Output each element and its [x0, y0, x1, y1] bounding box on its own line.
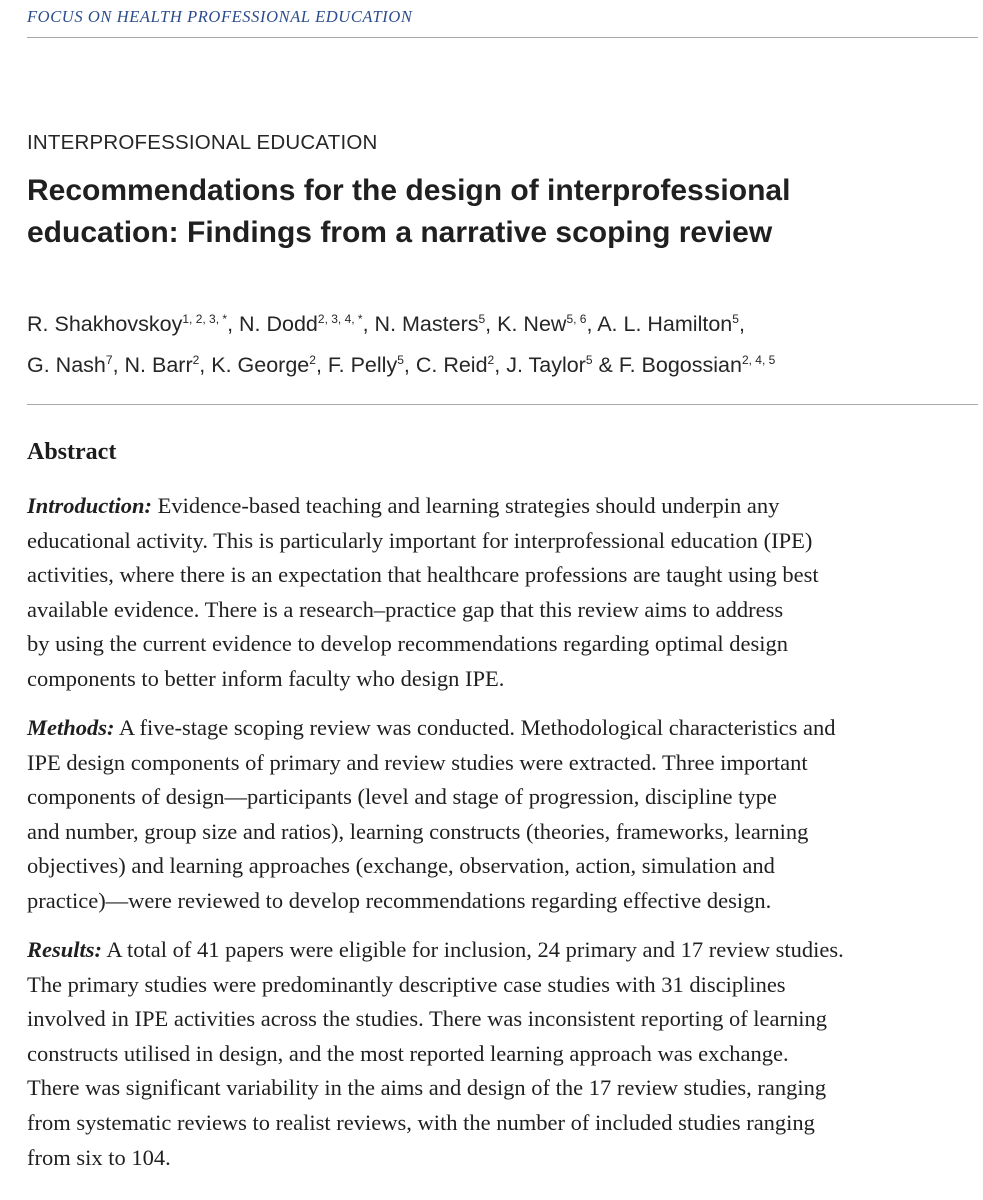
author-separator: , — [494, 353, 507, 377]
author — [375, 312, 486, 336]
author — [27, 312, 227, 336]
abstract-introduction — [27, 489, 977, 697]
abstract-line — [27, 711, 977, 746]
abstract-line: by using the current evidence to develop recommendations regarding optimal design — [27, 631, 789, 657]
author-affiliations: 5 — [397, 353, 404, 367]
abstract-line: involved in IPE activities across the studies. There was inconsistent reporting of learning — [27, 1006, 828, 1032]
abstract-line: components of design—participants (level and stage of progression, discipline type — [27, 784, 777, 810]
abstract-line — [27, 933, 977, 968]
line-text: Evidence-based teaching and learning strategies should underpin any — [152, 493, 780, 518]
author — [328, 353, 404, 377]
abstract-line: from six to 104. — [27, 1144, 171, 1170]
author — [597, 312, 739, 336]
author-name: A. L. Hamilton — [597, 312, 733, 336]
author-affiliations: 5 — [732, 312, 739, 326]
author-affiliations: 1, 2, 3, * — [182, 312, 228, 326]
author-separator: , — [738, 312, 745, 336]
author-name: N. Barr — [124, 353, 193, 377]
author-affiliations: 2, 4, 5 — [741, 353, 776, 367]
abstract-line: IPE design components of primary and review studies were extracted. Three important — [27, 749, 808, 775]
author — [211, 353, 316, 377]
author-name: K. George — [211, 353, 310, 377]
line-text: A total of 41 papers were eligible for inclusion, 24 primary and 17 review studies. — [102, 937, 844, 962]
author-name: R. Shakhovskoy — [27, 312, 183, 336]
abstract-results — [27, 933, 977, 1175]
abstract-line: There was significant variability in the aims and design of the 17 review studies, ranging — [27, 1075, 827, 1101]
abstract-line: The primary studies were predominantly descriptive case studies with 31 disciplines — [27, 971, 786, 997]
author-affiliations: 5 — [585, 353, 593, 367]
results-label: Results: — [27, 937, 103, 962]
author-separator: , — [227, 312, 240, 336]
author — [506, 353, 592, 377]
article-title — [27, 170, 967, 254]
author-affiliations: 5, 6 — [566, 312, 587, 326]
header-divider — [27, 37, 978, 38]
author-affiliations: 2 — [309, 353, 316, 367]
author-separator: , — [485, 312, 498, 336]
author-separator: , — [586, 312, 598, 336]
abstract-line — [27, 489, 977, 524]
abstract-line: constructs utilised in design, and the most reported learning approach was exchange. — [27, 1040, 789, 1066]
author-affiliations: 2, 3, 4, * — [317, 312, 363, 326]
author — [125, 353, 200, 377]
author — [619, 353, 775, 377]
author-separator: & — [592, 353, 619, 377]
author-separator: , — [315, 353, 328, 377]
author-name: K. New — [497, 312, 567, 336]
author-name: C. Reid — [415, 353, 488, 377]
abstract-line: components to better inform faculty who design IPE. — [27, 665, 505, 691]
abstract-methods — [27, 711, 977, 919]
author — [416, 353, 494, 377]
title-line: education: Findings from a narrative scoping review — [27, 216, 773, 249]
author-name: G. Nash — [27, 353, 106, 377]
author-separator: , — [362, 312, 375, 336]
author-name: N. Dodd — [239, 312, 318, 336]
author-affiliations: 5 — [478, 312, 486, 326]
author — [497, 312, 586, 336]
author-name: F. Pelly — [327, 353, 398, 377]
abstract-heading: Abstract — [27, 439, 117, 465]
abstract-line: activities, where there is an expectation that healthcare professions are taught using best — [27, 562, 819, 588]
journal-running-head: FOCUS ON HEALTH PROFESSIONAL EDUCATION — [27, 7, 413, 26]
author — [27, 353, 113, 377]
author — [239, 312, 363, 336]
author-separator: , — [112, 353, 125, 377]
author-name: J. Taylor — [506, 353, 586, 377]
title-line: Recommendations for the design of interprofessional — [27, 174, 791, 207]
introduction-label: Introduction: — [27, 493, 153, 518]
author-affiliations: 2 — [487, 353, 495, 367]
author-affiliations: 2 — [192, 353, 200, 367]
author-line — [27, 305, 977, 346]
author-separator: , — [199, 353, 212, 377]
author-affiliations: 7 — [105, 353, 113, 367]
authors-divider — [27, 404, 978, 405]
author-name: F. Bogossian — [618, 353, 742, 377]
abstract-line: objectives) and learning approaches (exchange, observation, action, simulation and — [27, 853, 775, 879]
abstract-line: and number, group size and ratios), learning constructs (theories, frameworks, learning — [27, 818, 809, 844]
author-line — [27, 346, 977, 387]
abstract-line: from systematic reviews to realist reviews, with the number of included studies ranging — [27, 1109, 815, 1135]
author-separator: , — [403, 353, 416, 377]
section-label: INTERPROFESSIONAL EDUCATION — [27, 131, 378, 154]
author-list — [27, 305, 977, 387]
methods-label: Methods: — [27, 715, 115, 740]
abstract-line: educational activity. This is particularly important for interprofessional education (IPE) — [27, 527, 813, 553]
author-name: N. Masters — [374, 312, 479, 336]
abstract-line: practice)—were reviewed to develop recommendations regarding effective design. — [27, 887, 772, 913]
abstract-line: available evidence. There is a research–practice gap that this review aims to address — [27, 596, 784, 622]
line-text: A five-stage scoping review was conducted. Methodological characteristics and — [114, 715, 836, 740]
